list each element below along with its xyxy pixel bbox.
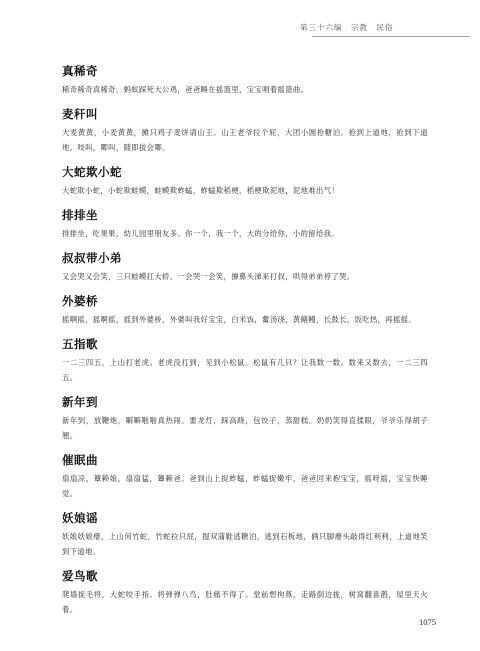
rhyme-section <box>62 165 428 198</box>
page-content <box>62 64 428 627</box>
rhyme-text: 排排坐，吃果果，幼儿园里朋友多。你一个，我一个，大的分给你，小的留给我。 <box>62 229 340 238</box>
rhyme-title: 催眠曲 <box>62 453 98 467</box>
rhyme-text: 新年到，放鞭炮，噼噼啪啪真热闹。要龙灯，踩高跷，包饺子，蒸甜糕。奶奶笑得直揉眼，爷爷乐得胡子翘。 <box>62 416 428 440</box>
rhyme-text: 摇啊摇，摇啊摇，摇到外婆桥，外婆叫我好宝宝，白米饭，鳌汤浇，黄鳝鳗，长鼓长，饭吃热，再摇摇。 <box>62 315 417 324</box>
rhyme-title: 爱鸟歌 <box>62 569 98 583</box>
rhyme-section <box>62 294 428 327</box>
rhyme-text: 大蛇欺小蛇，小蛇欺蛙蟆，蛙蟆欺蚱蜢，蚱蜢欺稻梗，稻梗欺泥地，泥地难出气！ <box>62 186 340 195</box>
rhyme-title: 新年到 <box>62 395 98 409</box>
rhyme-title: 真稀奇 <box>62 64 98 78</box>
rhyme-section <box>62 395 428 443</box>
rhyme-title: 外婆桥 <box>62 294 98 308</box>
rhyme-title: 妖娘谣 <box>62 511 98 525</box>
running-header: 第三十六编 宗教 民俗 <box>300 23 394 32</box>
rhyme-section <box>62 511 428 559</box>
rhyme-text: 扇扇凉，簟赖娘，扇扇猛，簟赖爸。爸到山上捉蚱蜢，蚱蜢捉嫩牢，爸爸回来抱宝宝，摇呀摇，宝宝快睡觉。 <box>62 474 428 498</box>
rhyme-section <box>62 251 428 284</box>
page-number: 1075 <box>419 617 436 627</box>
rhyme-title: 排排坐 <box>62 208 98 222</box>
rhyme-text: 妖娘妖娘瘪，上山何竹蛇，竹蛇拉只屁，提双蒲鞋逃糖泊，逃到石板地，俩只脚瘪头敲得红利利，上道地笑到下道地。 <box>62 532 428 556</box>
rhyme-section <box>62 337 428 385</box>
rhyme-title: 五指歌 <box>62 337 98 351</box>
rhyme-title: 叔叔带小弟 <box>62 251 122 265</box>
rhyme-title: 麦秆叫 <box>62 107 98 121</box>
rhyme-text: 一二三四五，上山打老虎。老虎没打到，见到小松鼠。松鼠有几只？让我数一数。数来又数去，一二三四五。 <box>62 358 428 382</box>
rhyme-section <box>62 64 428 97</box>
rhyme-text: 稀奇稀奇真稀奇，蚂蚁踩死大公鸡，爸爸睡在摇篮里，宝宝唱着摇篮曲。 <box>62 85 309 94</box>
rhyme-section <box>62 453 428 501</box>
rhyme-text: 爬墙捉毛将，大蛇咬手指。将弹弹八鸟，肚痛不得了。堂前想拘燕，走路倒边拢，树窝翻喜鹊，屋里天火着。 <box>62 590 428 614</box>
header-rule <box>312 36 470 37</box>
rhyme-section <box>62 107 428 155</box>
rhyme-section <box>62 208 428 241</box>
rhyme-title: 大蛇欺小蛇 <box>62 165 122 179</box>
rhyme-text: 又会哭又会笑，三只蛙蟆扛大轿。一会哭一会笑，擤鼻头涕来打叔，哄得弟弟停了哭。 <box>62 272 355 281</box>
rhyme-section <box>62 569 428 617</box>
rhyme-text: 大麦黄黄，小麦黄黄，摊只鸡子麦饼请山王。山王老爷拉个屁，大团小圆抢糖泊。抢到上道地，抢到下道地。吱叫，唧叫，随即拔会唧。 <box>62 128 428 152</box>
